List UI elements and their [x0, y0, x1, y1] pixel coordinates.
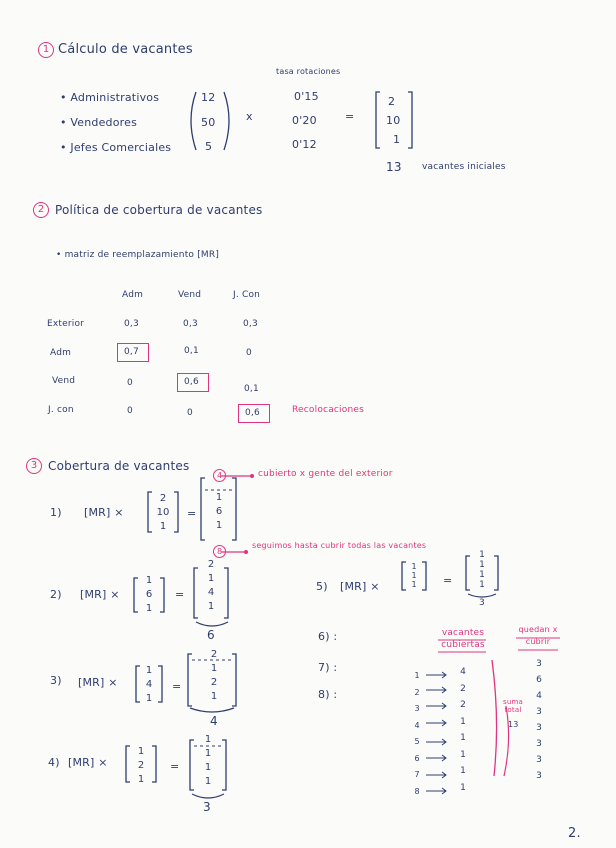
- step4-total: 3: [203, 800, 211, 814]
- col-header-vend: Vend: [178, 290, 202, 300]
- equals-sign: =: [345, 110, 355, 123]
- step3-equals: =: [172, 680, 182, 693]
- step3-label: 3): [50, 674, 62, 687]
- result-administrativos: 2: [388, 95, 396, 108]
- step8-label: 8) :: [318, 688, 338, 701]
- col-header-adm: Adm: [122, 290, 144, 300]
- table-remaining-value: 4: [536, 691, 542, 701]
- item-jefes-comerciales: • Jefes Comerciales: [60, 141, 172, 154]
- step5-vector: [404, 562, 424, 589]
- cell-jcon-vend: 0: [187, 408, 193, 418]
- table-covered-value: 4: [460, 667, 466, 677]
- step2-vec-0: 1: [145, 575, 153, 586]
- step2-res-3: 1: [207, 601, 215, 612]
- multiply-sign: x: [246, 110, 253, 123]
- table-covered-value: 1: [460, 733, 466, 743]
- step4-mr: [MR] ×: [68, 756, 108, 769]
- step4-res-1: 1: [204, 748, 212, 759]
- rate-vendedores: 0'20: [292, 114, 317, 127]
- step2-total: 6: [207, 628, 215, 642]
- step3-vector: [138, 664, 160, 706]
- step1-res-1: 1: [215, 492, 223, 503]
- count-administrativos: 12: [201, 91, 216, 104]
- sum-label: suma total: [503, 698, 523, 714]
- total-vacantes: 13: [386, 160, 402, 174]
- step3-res-1: 1: [210, 663, 218, 674]
- rate-header: tasa rotaciones: [276, 67, 341, 76]
- step3-vec-0: 1: [145, 665, 153, 676]
- table-remaining-value: 3: [536, 659, 542, 669]
- count-vendedores: 50: [201, 116, 216, 129]
- table-remaining-value: 3: [536, 723, 542, 733]
- step6-label: 6) :: [318, 630, 338, 643]
- step1-res-2: 6: [215, 506, 223, 517]
- matrix-label: • matriz de reemplazamiento [MR]: [56, 250, 220, 260]
- step2-vec-1: 6: [145, 589, 153, 600]
- step2-label: 2): [50, 588, 62, 601]
- table-step: 8: [414, 786, 420, 796]
- step3-res-3: 1: [210, 691, 218, 702]
- col-header-jcon: J. Con: [233, 290, 261, 300]
- step2-mr: [MR] ×: [80, 588, 120, 601]
- section-2-title: Política de cobertura de vacantes: [55, 203, 263, 217]
- step5-res-1: 1: [479, 560, 485, 570]
- step4-res-3: 1: [204, 776, 212, 787]
- step7-label: 7) :: [318, 661, 338, 674]
- step2-res-1: 1: [207, 573, 215, 584]
- step4-label: 4): [48, 756, 60, 769]
- step5-total: 3: [479, 598, 485, 608]
- cell-vend-jcon: 0,1: [244, 384, 259, 394]
- step3-mr: [MR] ×: [78, 676, 118, 689]
- result-vendedores: 10: [386, 114, 401, 127]
- rate-jefes: 0'12: [292, 138, 317, 151]
- step4-vec-1: 2: [137, 760, 145, 771]
- step4-result: [194, 733, 222, 789]
- cell-adm-adm: 0,7: [124, 347, 139, 357]
- cell-adm-jcon: 0: [246, 348, 252, 358]
- step1-mr: [MR] ×: [84, 506, 124, 519]
- table-step: 7: [414, 770, 420, 779]
- step3-res-0: 2: [210, 649, 218, 660]
- step1-equals: =: [187, 507, 197, 520]
- cell-ext-adm: 0,3: [124, 319, 139, 329]
- step4-vec-0: 1: [137, 746, 145, 757]
- table-step: 3: [414, 704, 420, 713]
- cell-vend-vend: 0,6: [184, 377, 199, 387]
- row-label-adm: Adm: [50, 348, 72, 358]
- step5-vec-0: 1: [411, 562, 417, 571]
- section-1-number: 1: [38, 42, 54, 58]
- step4-vec-2: 1: [137, 774, 145, 785]
- table-header-remaining: quedan x cubrir: [518, 625, 558, 646]
- table-covered-value: 1: [460, 716, 466, 727]
- step5-res-0: 1: [479, 550, 485, 560]
- table-header-covered: vacantes cubiertas: [441, 628, 485, 650]
- step1-vec-1: 10: [156, 507, 170, 518]
- step5-result: [470, 550, 494, 590]
- section-1-title: Cálculo de vacantes: [58, 42, 193, 57]
- section-2-number: 2: [33, 202, 49, 218]
- step2-res-0: 2: [207, 559, 215, 570]
- item-administrativos: • Administrativos: [60, 91, 160, 104]
- table-step: 2: [414, 687, 420, 697]
- section-3-title: Cobertura de vacantes: [48, 459, 190, 473]
- step1-vec-2: 1: [159, 521, 167, 532]
- section-3-number: 3: [26, 458, 42, 474]
- cell-ext-jcon: 0,3: [243, 319, 258, 329]
- step1-result: [205, 477, 233, 533]
- table-step: 6: [414, 753, 420, 763]
- table-remaining-value: 6: [536, 675, 542, 685]
- note-b-number: 8: [213, 545, 226, 558]
- step5-res-3: 1: [479, 580, 485, 590]
- step3-total: 4: [210, 714, 218, 728]
- table-covered-value: 1: [460, 749, 466, 760]
- cell-adm-vend: 0,1: [184, 346, 199, 356]
- rate-administrativos: 0'15: [294, 90, 319, 103]
- result-jefes: 1: [393, 133, 401, 146]
- count-jefes: 5: [205, 140, 213, 153]
- page-number: 2.: [568, 826, 581, 841]
- step3-res-2: 2: [210, 677, 218, 688]
- step5-vec-2: 1: [411, 580, 417, 589]
- cell-ext-vend: 0,3: [183, 319, 198, 329]
- table-remaining-value: 3: [536, 771, 542, 781]
- step5-equals: =: [443, 574, 453, 587]
- step2-equals: =: [175, 588, 185, 601]
- step1-vector: [150, 492, 176, 534]
- step5-label: 5): [316, 580, 328, 593]
- row-label-exterior: Exterior: [47, 319, 85, 329]
- step5-vec-1: 1: [411, 571, 417, 580]
- note-a-number: 4: [213, 469, 226, 482]
- table-remaining-value: 3: [536, 739, 542, 749]
- step2-res-2: 4: [207, 587, 215, 598]
- step4-equals: =: [170, 760, 180, 773]
- step2-vector: [136, 574, 162, 616]
- step1-vec-0: 2: [159, 493, 167, 504]
- step3-vec-1: 4: [145, 679, 153, 690]
- table-covered-value: 1: [460, 766, 466, 776]
- item-vendedores: • Vendedores: [60, 116, 138, 129]
- table-remaining-col: [530, 656, 548, 784]
- cell-vend-adm: 0: [127, 378, 133, 388]
- recolocaciones-note: Recolocaciones: [292, 405, 364, 415]
- sum-value: 13: [508, 720, 519, 729]
- step3-vec-2: 1: [145, 693, 153, 704]
- row-label-vend: Vend: [52, 376, 76, 386]
- table-step: 4: [414, 720, 420, 730]
- table-covered-value: 2: [460, 683, 466, 694]
- step4-res-2: 1: [204, 762, 212, 773]
- step2-result: [197, 558, 225, 614]
- step5-mr: [MR] ×: [340, 580, 380, 593]
- step2-vec-2: 1: [145, 603, 153, 614]
- step4-vector: [128, 745, 154, 787]
- step4-res-0: 1: [204, 734, 212, 745]
- step5-res-2: 1: [479, 570, 485, 580]
- table-covered-value: 1: [460, 782, 466, 793]
- step1-res-3: 1: [215, 520, 223, 531]
- table-covered-value: 2: [460, 700, 466, 710]
- step3-result: [199, 648, 229, 704]
- total-label: vacantes iniciales: [422, 162, 506, 172]
- step1-label: 1): [50, 506, 62, 519]
- table-step: 1: [414, 671, 420, 680]
- table-covered-col: [454, 664, 472, 796]
- table-remaining-value: 3: [536, 707, 542, 717]
- table-step: 5: [414, 737, 420, 746]
- cell-jcon-adm: 0: [127, 406, 133, 416]
- table-remaining-value: 3: [536, 755, 542, 765]
- note-a: cubierto x gente del exterior: [258, 469, 393, 479]
- row-label-jcon: J. con: [48, 405, 74, 415]
- cell-jcon-jcon: 0,6: [245, 408, 260, 418]
- note-b: seguimos hasta cubrir todas las vacantes: [252, 541, 427, 550]
- table-steps-col: [410, 668, 424, 800]
